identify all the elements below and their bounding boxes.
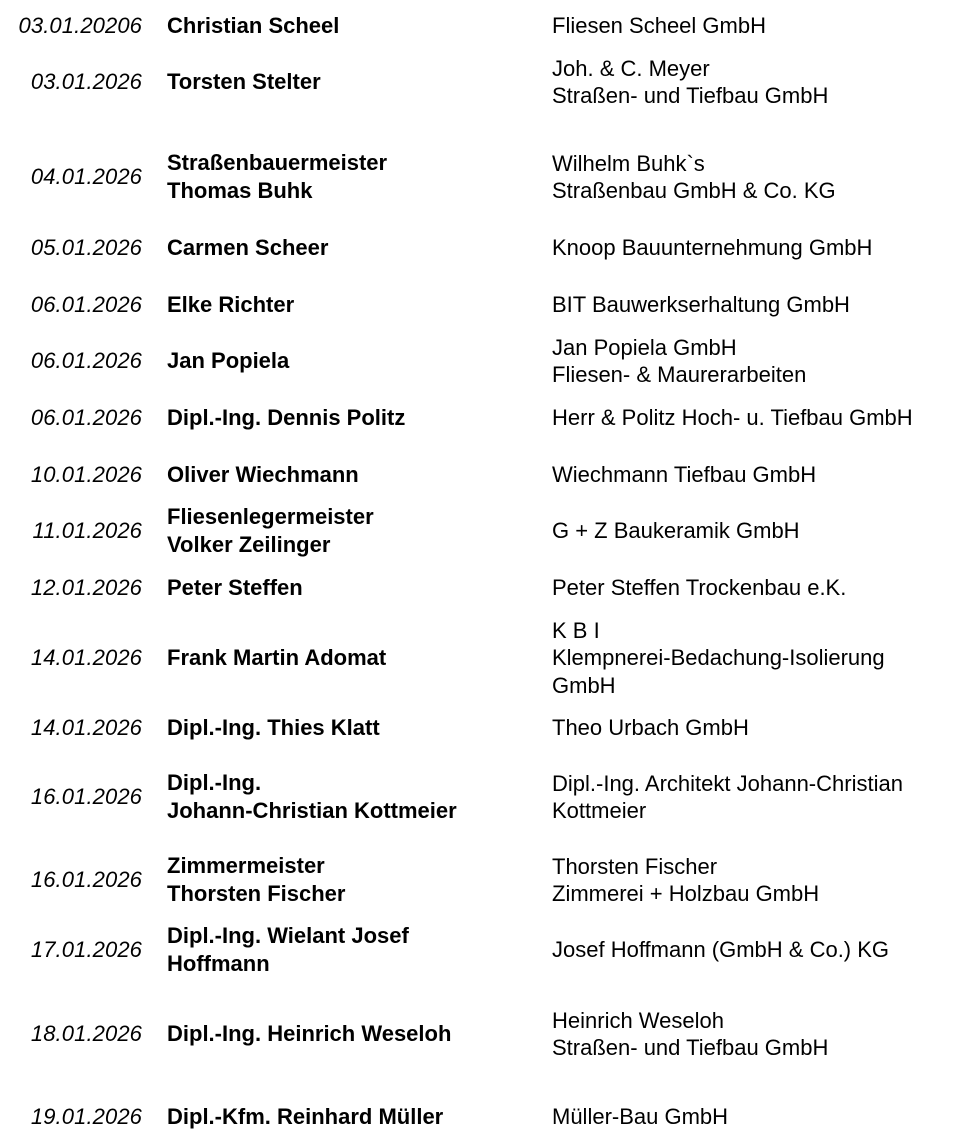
entry-name: [167, 149, 387, 205]
entry-company: [552, 150, 836, 205]
entry-company-line: Herr & Politz Hoch- u. Tiefbau GmbH: [552, 405, 913, 431]
entry-company: [552, 291, 850, 319]
entry-company-line: Josef Hoffmann (GmbH & Co.) KG: [552, 937, 890, 963]
entry-name-line: Dipl.-Ing. Dennis Politz: [167, 405, 406, 430]
entry-company-line: Dipl.-Ing. Architekt Johann-Christian: [552, 770, 903, 796]
entry-name: [167, 852, 345, 908]
entry-name-line: Peter Steffen: [167, 575, 303, 600]
entry-company: [552, 12, 766, 40]
entry-company-line: Müller-Bau GmbH: [552, 1104, 729, 1130]
entry-date: 14.01.2026: [30, 645, 142, 670]
entry-name-line: Dipl.-Ing. Heinrich Weseloh: [167, 1021, 452, 1046]
entry-name: [167, 1020, 451, 1048]
entry-date: 10.01.2026: [30, 462, 142, 487]
entry-company-line: BIT Bauwerkserhaltung GmbH: [552, 292, 850, 318]
entry-name: [167, 404, 405, 432]
entry-name-line: Torsten Stelter: [167, 69, 321, 94]
entry-company: [552, 334, 806, 389]
entry-name-line: Dipl.-Ing. Wielant Josef: [167, 923, 409, 948]
entry-name-line: Dipl.-Kfm. Reinhard Müller: [167, 1104, 444, 1129]
entry-name-line: Frank Martin Adomat: [167, 645, 387, 670]
entry-company-line: Jan Popiela GmbH: [552, 334, 737, 360]
entry-name: [167, 714, 380, 742]
entry-name-line: Zimmermeister: [167, 853, 325, 878]
entry-company: [552, 574, 846, 602]
entry-company-line: Fliesen- & Maurerarbeiten: [552, 362, 807, 387]
entry-company-line: Klempnerei-Bedachung-Isolierung: [552, 645, 885, 671]
entry-name: [167, 347, 289, 375]
entry-date: 06.01.2026: [30, 348, 142, 373]
entry-name-line: Volker Zeilinger: [167, 532, 331, 557]
entry-company: [552, 461, 816, 489]
entry-name-line: Dipl.-Ing.: [167, 770, 262, 795]
entry-company-line: Knoop Bauunternehmung GmbH: [552, 235, 873, 261]
entry-company: [552, 617, 885, 700]
entry-company: [552, 1103, 728, 1131]
entry-name: [167, 574, 303, 602]
entry-name: [167, 461, 359, 489]
entry-date: 04.01.2026: [30, 164, 142, 189]
entry-name: [167, 68, 321, 96]
entry-date: 06.01.2026: [30, 405, 142, 430]
entry-date: 19.01.2026: [30, 1104, 142, 1129]
entry-name-line: Dipl.-Ing. Thies Klatt: [167, 715, 380, 740]
entry-company: [552, 1007, 828, 1062]
entry-company-line: G + Z Baukeramik GmbH: [552, 518, 800, 544]
entry-name-line: Johann-Christian Kottmeier: [167, 798, 457, 823]
entry-company-line: Wiechmann Tiefbau GmbH: [552, 462, 817, 488]
entry-name: [167, 291, 294, 319]
entry-company-line: Joh. & C. Meyer: [552, 55, 710, 81]
entry-name: [167, 503, 374, 559]
entry-date: 16.01.2026: [30, 784, 142, 809]
entry-company-line: Wilhelm Buhk`s: [552, 150, 705, 176]
entry-date: 17.01.2026: [30, 937, 142, 962]
entry-company-line: K B I: [552, 617, 600, 643]
entry-name-line: Hoffmann: [167, 951, 270, 976]
entry-company: [552, 714, 749, 742]
entry-date: 14.01.2026: [30, 715, 142, 740]
entry-name-line: Fliesenlegermeister: [167, 504, 374, 529]
entry-date: 11.01.2026: [32, 518, 142, 543]
entry-company-line: Fliesen Scheel GmbH: [552, 13, 766, 39]
entry-name-line: Thomas Buhk: [167, 178, 313, 203]
entry-company-line: Peter Steffen Trockenbau e.K.: [552, 575, 847, 601]
entry-name-line: Elke Richter: [167, 292, 295, 317]
entry-company-line: Straßen- und Tiefbau GmbH: [552, 83, 829, 108]
entry-company-line: Kottmeier: [552, 798, 647, 823]
entry-date: 03.01.2026: [30, 69, 142, 94]
entry-date: 12.01.2026: [30, 575, 142, 600]
entry-date: 06.01.2026: [30, 292, 142, 317]
entry-company-line: Straßen- und Tiefbau GmbH: [552, 1035, 829, 1060]
entry-date: 03.01.20206: [18, 13, 142, 38]
entry-name-line: Carmen Scheer: [167, 235, 329, 260]
entry-name: [167, 922, 409, 978]
entry-name-line: Straßenbauermeister: [167, 150, 388, 175]
entry-company: [552, 770, 903, 825]
entry-company: [552, 517, 800, 545]
entry-date: 18.01.2026: [30, 1021, 142, 1046]
entry-name: [167, 12, 339, 40]
entry-company-line: GmbH: [552, 672, 616, 698]
entry-company: [552, 853, 819, 908]
entry-name: [167, 644, 386, 672]
entry-company: [552, 404, 913, 432]
entry-name-line: Oliver Wiechmann: [167, 462, 359, 487]
entry-company-line: Heinrich Weseloh: [552, 1007, 725, 1033]
entry-date: 05.01.2026: [30, 235, 142, 260]
entry-name-line: Christian Scheel: [167, 13, 340, 38]
entry-company: [552, 55, 828, 110]
entry-company-line: Straßenbau GmbH & Co. KG: [552, 178, 836, 203]
entry-date: 16.01.2026: [30, 867, 142, 892]
entry-company-line: Thorsten Fischer: [552, 853, 718, 879]
entry-name-line: Thorsten Fischer: [167, 881, 346, 906]
entry-company: [552, 234, 872, 262]
entry-name: [167, 769, 457, 825]
entry-name: [167, 234, 328, 262]
entry-company-line: Theo Urbach GmbH: [552, 715, 749, 741]
entry-name-line: Jan Popiela: [167, 348, 290, 373]
entry-company: [552, 936, 889, 964]
entry-name: [167, 1103, 443, 1131]
entry-company-line: Zimmerei + Holzbau GmbH: [552, 881, 820, 906]
